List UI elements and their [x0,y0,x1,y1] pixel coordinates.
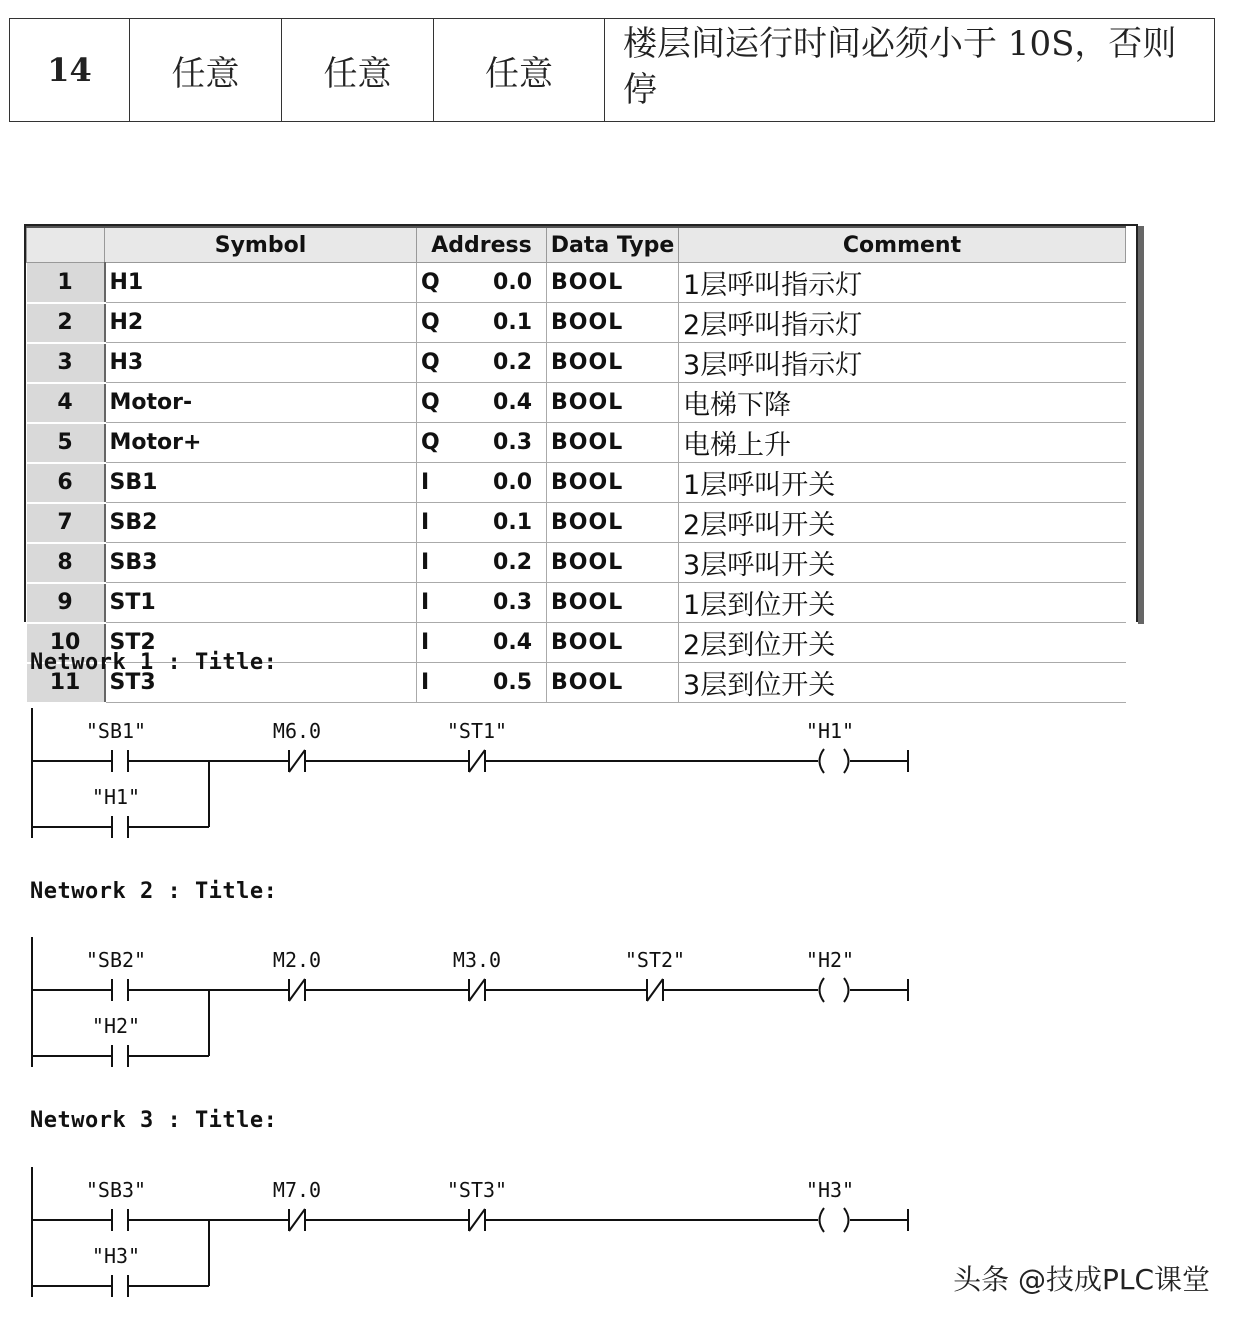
output-coil[interactable] [820,1208,849,1232]
seal-in-contact[interactable] [112,1275,128,1297]
network-3-title: Network 3 : Title: [30,1108,278,1133]
address-area-cell[interactable]: Q [417,343,457,383]
symbol-cell[interactable]: SB2 [105,503,417,543]
output-coil[interactable] [820,749,849,773]
coil-label: "H1" [805,719,855,743]
series-contact-nc[interactable] [289,979,305,1001]
row-number[interactable]: 7 [27,503,105,543]
symbol-cell[interactable]: ST2 [105,623,417,663]
network-1-title: Network 1 : Title: [30,650,278,675]
comment-cell[interactable]: 2层到位开关 [679,623,1126,663]
table-right-border [1138,226,1144,624]
row-number[interactable]: 2 [27,303,105,343]
row-number[interactable]: 6 [27,463,105,503]
series-contact-label: M2.0 [272,948,322,972]
symbol-table-body [27,263,1126,703]
req-number: 14 [10,19,130,122]
seal-in-label: "H2" [91,1014,141,1038]
address-offset-cell[interactable]: 0.1 [457,303,547,343]
symbol-row[interactable] [27,383,1126,423]
network-2-title: Network 2 : Title: [30,879,278,904]
series-contact-nc[interactable] [289,750,305,772]
row-number[interactable]: 1 [27,263,105,303]
coil-label: "H3" [805,1178,855,1202]
input-contact[interactable] [112,979,128,1001]
data-type-cell[interactable]: BOOL [547,543,679,583]
row-number[interactable]: 8 [27,543,105,583]
input-contact-label: "SB2" [85,948,147,972]
input-contact[interactable] [112,750,128,772]
series-contact-label: "ST3" [446,1178,508,1202]
symbol-cell[interactable]: ST3 [105,663,417,703]
address-offset-cell[interactable]: 0.2 [457,543,547,583]
series-contact-nc[interactable] [469,1209,485,1231]
seal-in-label: "H3" [91,1244,141,1268]
input-contact[interactable] [112,1209,128,1231]
series-contact-label: M7.0 [272,1178,322,1202]
series-contact-label: M6.0 [272,719,322,743]
header-comment[interactable]: Comment [679,227,1126,263]
comment-cell[interactable]: 3层呼叫开关 [679,543,1126,583]
symbol-cell[interactable]: H3 [105,343,417,383]
comment-cell[interactable]: 1层呼叫指示灯 [679,263,1126,303]
req-col3: 任意 [282,19,434,122]
address-offset-cell[interactable]: 0.2 [457,343,547,383]
data-type-cell[interactable]: BOOL [547,463,679,503]
input-contact-label: "SB3" [85,1178,147,1202]
series-contact-nc[interactable] [469,979,485,1001]
req-description: 楼层间运行时间必须小于 10S，否则停 [605,19,1215,122]
symbol-cell[interactable]: Motor- [105,383,417,423]
series-contact-label: "ST1" [446,719,508,743]
address-offset-cell[interactable]: 0.0 [457,263,547,303]
address-offset-cell[interactable]: 0.4 [457,383,547,423]
address-area-cell[interactable]: I [417,583,457,623]
data-type-cell[interactable]: BOOL [547,583,679,623]
row-number[interactable]: 11 [27,663,105,703]
row-number[interactable]: 10 [27,623,105,663]
symbol-table-header [27,227,1126,263]
seal-in-contact[interactable] [112,816,128,838]
comment-cell[interactable]: 电梯上升 [679,423,1126,463]
network-1-ladder [0,700,940,850]
comment-cell[interactable]: 3层到位开关 [679,663,1126,703]
data-type-cell[interactable]: BOOL [547,623,679,663]
symbol-table [26,226,1126,704]
comment-cell[interactable]: 1层呼叫开关 [679,463,1126,503]
address-offset-cell[interactable]: 0.0 [457,463,547,503]
row-number[interactable]: 5 [27,423,105,463]
data-type-cell[interactable]: BOOL [547,383,679,423]
symbol-cell[interactable]: Motor+ [105,423,417,463]
row-number[interactable]: 3 [27,343,105,383]
data-type-cell[interactable]: BOOL [547,503,679,543]
symbol-cell[interactable]: H2 [105,303,417,343]
header-address[interactable]: Address [417,227,547,263]
header-symbol[interactable]: Symbol [105,227,417,263]
network-2-ladder [0,929,940,1079]
comment-cell[interactable]: 1层到位开关 [679,583,1126,623]
seal-in-contact[interactable] [112,1045,128,1067]
symbol-row[interactable] [27,463,1126,503]
output-coil[interactable] [820,978,849,1002]
symbol-row[interactable] [27,263,1126,303]
address-offset-cell[interactable]: 0.3 [457,583,547,623]
address-area-cell[interactable]: I [417,503,457,543]
header-data-type[interactable]: Data Type [547,227,679,263]
comment-cell[interactable]: 2层呼叫指示灯 [679,303,1126,343]
address-area-cell[interactable]: I [417,663,457,703]
req-col4: 任意 [434,19,605,122]
row-number[interactable]: 4 [27,383,105,423]
symbol-cell[interactable]: ST1 [105,583,417,623]
requirement-table [9,18,1215,122]
address-offset-cell[interactable]: 0.5 [457,663,547,703]
symbol-cell[interactable]: H1 [105,263,417,303]
series-contact-nc[interactable] [469,750,485,772]
symbol-row[interactable] [27,303,1126,343]
network-3-ladder [0,1159,940,1309]
address-area-cell[interactable]: I [417,623,457,663]
address-area-cell[interactable]: Q [417,263,457,303]
data-type-cell[interactable]: BOOL [547,343,679,383]
requirement-row [10,19,1215,122]
data-type-cell[interactable]: BOOL [547,263,679,303]
symbol-cell[interactable]: SB1 [105,463,417,503]
coil-label: "H2" [805,948,855,972]
series-contact-nc[interactable] [289,1209,305,1231]
symbol-row[interactable] [27,583,1126,623]
symbol-row[interactable] [27,543,1126,583]
data-type-cell[interactable]: BOOL [547,303,679,343]
series-contact-label: "ST2" [624,948,686,972]
address-area-cell[interactable]: Q [417,303,457,343]
comment-cell[interactable]: 2层呼叫开关 [679,503,1126,543]
symbol-cell[interactable]: SB3 [105,543,417,583]
address-offset-cell[interactable]: 0.3 [457,423,547,463]
data-type-cell[interactable]: BOOL [547,423,679,463]
input-contact-label: "SB1" [85,719,147,743]
comment-cell[interactable]: 3层呼叫指示灯 [679,343,1126,383]
req-col2: 任意 [130,19,282,122]
address-area-cell[interactable]: I [417,463,457,503]
series-contact-label: M3.0 [452,948,502,972]
symbol-row[interactable] [27,343,1126,383]
row-number[interactable]: 9 [27,583,105,623]
comment-cell[interactable]: 电梯下降 [679,383,1126,423]
seal-in-label: "H1" [91,785,141,809]
data-type-cell[interactable]: BOOL [547,663,679,703]
header-rownum [27,227,105,263]
series-contact-nc[interactable] [647,979,663,1001]
address-area-cell[interactable]: Q [417,383,457,423]
address-area-cell[interactable]: I [417,543,457,583]
address-offset-cell[interactable]: 0.4 [457,623,547,663]
symbol-row[interactable] [27,423,1126,463]
symbol-row[interactable] [27,503,1126,543]
address-offset-cell[interactable]: 0.1 [457,503,547,543]
watermark: 头条 @技成PLC课堂 [953,1263,1210,1296]
address-area-cell[interactable]: Q [417,423,457,463]
